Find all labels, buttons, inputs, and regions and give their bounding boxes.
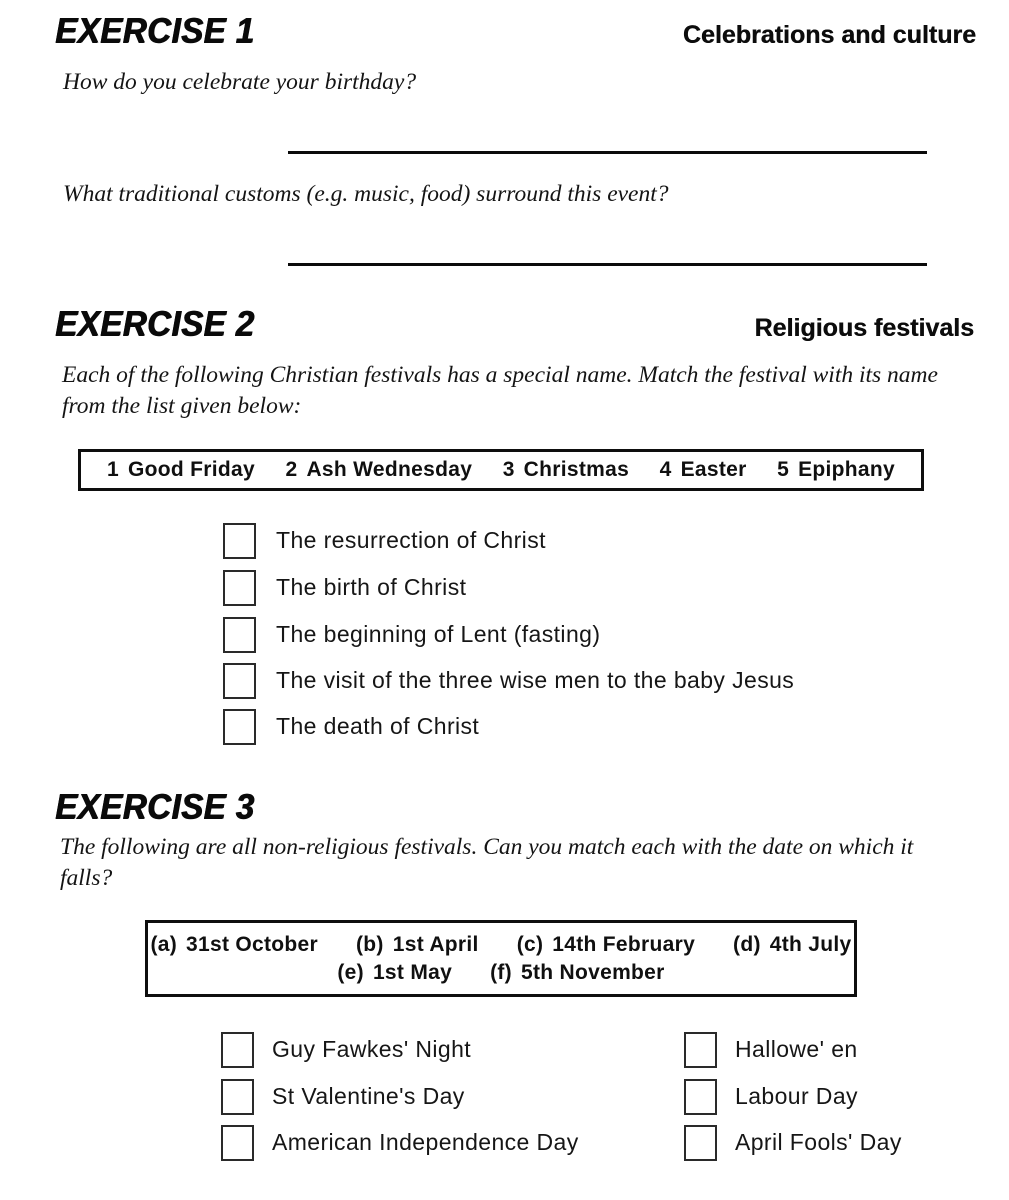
word-bank-item	[777, 458, 895, 482]
answer-line-customs[interactable]	[288, 263, 927, 266]
match-item-label: The death of Christ	[276, 713, 480, 739]
match-item-label: Hallowe' en	[735, 1036, 858, 1062]
question-customs: What traditional customs (e.g. music, food) surround this event?	[63, 181, 669, 207]
answer-checkbox[interactable]	[223, 617, 256, 653]
answer-checkbox[interactable]	[684, 1125, 717, 1161]
word-bank-number: 3	[502, 458, 515, 481]
date-bank-letter: (f)	[490, 960, 512, 984]
match-item-label: The beginning of Lent (fasting)	[276, 621, 601, 647]
answer-checkbox[interactable]	[223, 709, 256, 745]
match-item-row	[221, 1078, 465, 1115]
festival-word-bank	[78, 449, 924, 491]
date-bank-letter: (e)	[337, 960, 364, 984]
date-bank-row	[148, 933, 854, 957]
answer-checkbox[interactable]	[684, 1032, 717, 1068]
exercise2-instructions: Each of the following Christian festivals has a special name. Match the festival with its name from the list given below:	[62, 362, 938, 419]
word-bank-number: 4	[659, 458, 672, 481]
answer-checkbox[interactable]	[223, 523, 256, 559]
word-bank-label: Good Friday	[127, 458, 255, 481]
match-item-label: Guy Fawkes' Night	[272, 1036, 472, 1062]
exercise2-heading: EXERCISE 2	[55, 303, 255, 343]
exercise2-topic: Religious festivals	[754, 314, 974, 342]
date-bank-date: 31st October	[186, 932, 319, 956]
date-bank-date: 14th February	[552, 932, 696, 956]
word-bank-label: Epiphany	[798, 458, 895, 481]
exercise1-heading: EXERCISE 1	[55, 10, 255, 50]
word-bank-item	[107, 458, 255, 482]
question-birthday: How do you celebrate your birthday?	[63, 69, 417, 95]
word-bank-number: 5	[777, 458, 790, 481]
match-item-label: The resurrection of Christ	[276, 527, 546, 553]
match-item-label: April Fools' Day	[735, 1129, 902, 1155]
match-item-row	[684, 1124, 902, 1161]
date-bank-item	[517, 933, 695, 957]
word-bank-label: Easter	[680, 458, 747, 481]
word-bank-item	[503, 458, 629, 482]
word-bank-label: Christmas	[523, 458, 630, 481]
word-bank-label: Ash Wednesday	[306, 458, 473, 481]
match-item-label: The visit of the three wise men to the baby Jesus	[276, 667, 795, 693]
date-bank-letter: (a)	[150, 932, 178, 956]
match-item-row	[223, 662, 794, 699]
answer-checkbox[interactable]	[221, 1125, 254, 1161]
match-item-row	[221, 1031, 471, 1068]
date-bank-letter: (b)	[356, 932, 384, 956]
date-bank-date: 1st May	[372, 960, 453, 984]
match-item-label: Labour Day	[735, 1083, 858, 1109]
match-item-label: St Valentine's Day	[272, 1083, 465, 1109]
date-bank-item	[356, 933, 479, 957]
date-bank-item	[490, 961, 665, 985]
date-bank-item	[733, 933, 851, 957]
match-item-row	[223, 569, 466, 606]
answer-checkbox[interactable]	[221, 1032, 254, 1068]
match-item-row	[684, 1078, 858, 1115]
date-bank-item	[337, 961, 452, 985]
answer-checkbox[interactable]	[223, 570, 256, 606]
date-bank-item	[150, 933, 318, 957]
date-word-bank	[145, 920, 857, 997]
match-item-label: American Independence Day	[272, 1129, 579, 1155]
word-bank-item	[660, 458, 747, 482]
date-bank-date: 4th July	[769, 932, 852, 956]
date-bank-letter: (c)	[516, 932, 544, 956]
exercise3-heading: EXERCISE 3	[55, 786, 255, 826]
answer-checkbox[interactable]	[223, 663, 256, 699]
date-bank-row	[148, 961, 854, 985]
match-item-row	[223, 708, 479, 745]
match-item-label: The birth of Christ	[276, 574, 467, 600]
answer-checkbox[interactable]	[221, 1079, 254, 1115]
date-bank-date: 5th November	[520, 960, 665, 984]
date-bank-letter: (d)	[733, 932, 761, 956]
match-item-row	[223, 522, 546, 559]
word-bank-number: 2	[285, 458, 298, 481]
word-bank-item	[285, 458, 472, 482]
match-item-row	[223, 616, 600, 653]
word-bank-number: 1	[107, 458, 119, 481]
answer-checkbox[interactable]	[684, 1079, 717, 1115]
date-bank-date: 1st April	[392, 932, 479, 956]
match-item-row	[221, 1124, 579, 1161]
exercise1-topic: Celebrations and culture	[682, 21, 976, 49]
match-item-row	[684, 1031, 858, 1068]
exercise3-instructions: The following are all non-religious festivals. Can you match each with the date on which it falls?	[60, 834, 914, 891]
answer-line-birthday[interactable]	[288, 151, 927, 154]
